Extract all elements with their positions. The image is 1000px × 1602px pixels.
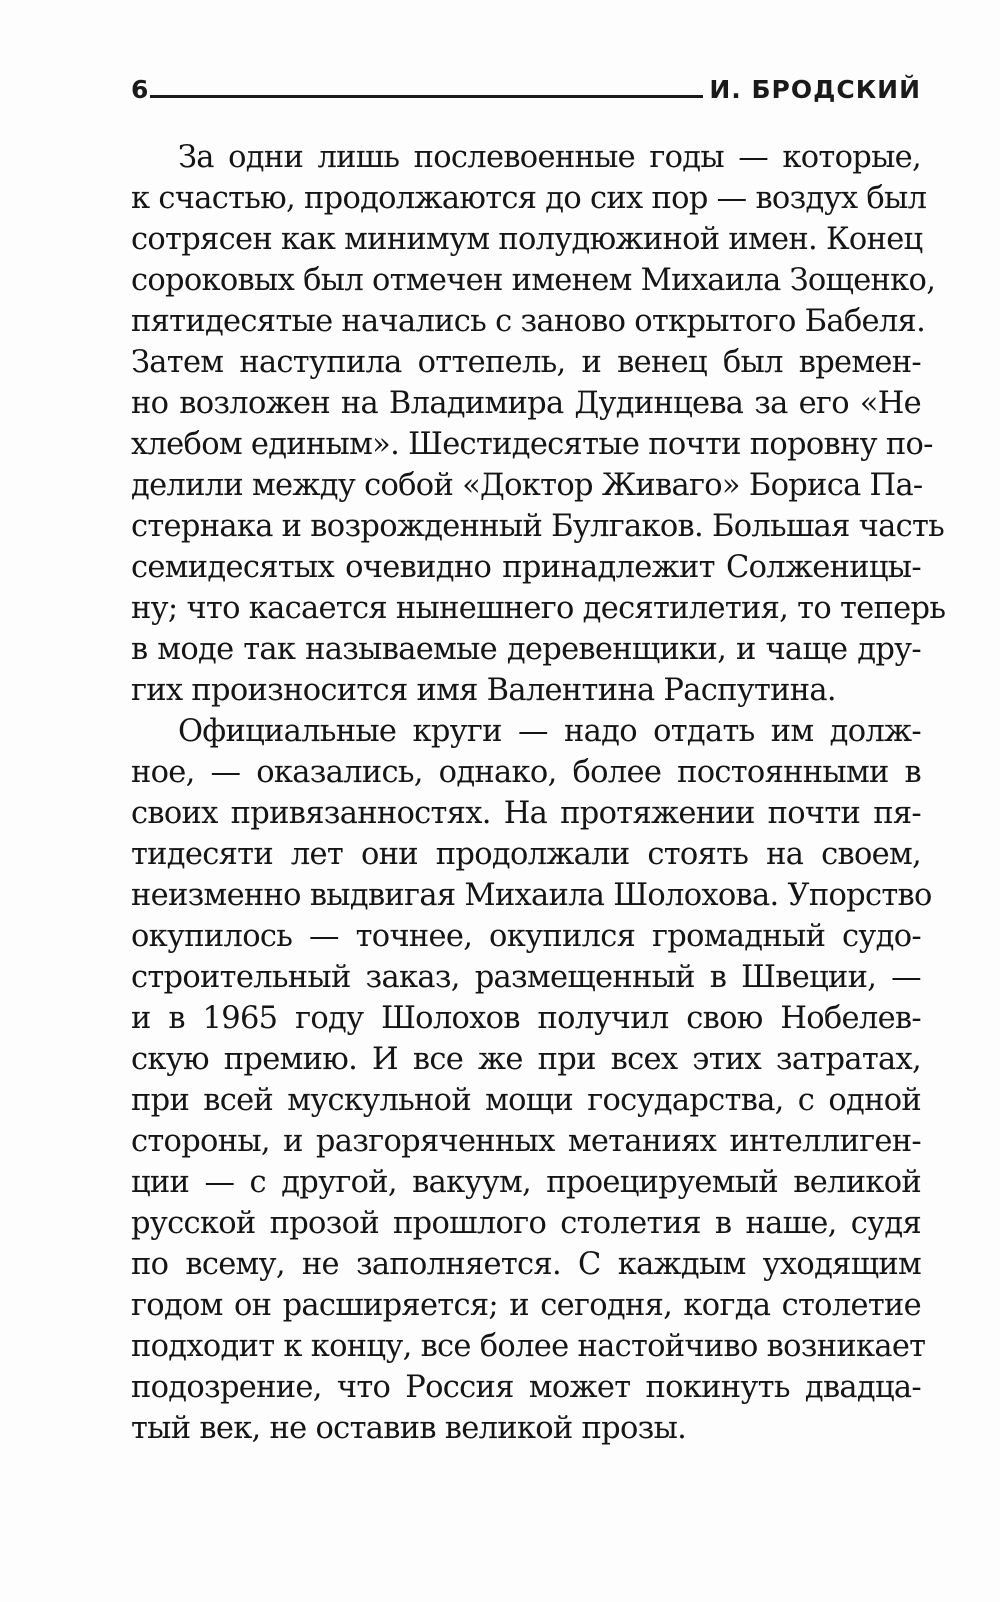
text-line: За одни лишь послевоенные годы — которые, — [178, 140, 921, 175]
text-line: ное, — оказались, однако, более постоянными в — [131, 755, 921, 790]
text-line: семидесятых очевидно принадлежит Солженицы- — [131, 550, 921, 585]
page-number: 6 — [131, 75, 149, 104]
text-line: Затем наступила оттепель, и венец был времен- — [131, 345, 921, 380]
text-line: неизменно выдвигая Михаила Шолохова. Упорство — [131, 878, 932, 913]
text-line: тый век, не оставив великой прозы. — [131, 1411, 687, 1446]
text-line: но возложен на Владимира Дудинцева за его «Не — [131, 386, 921, 421]
text-line: подозрение, что Россия может покинуть двадца- — [131, 1370, 921, 1405]
text-line: и в 1965 году Шолохов получил свою Нобелев- — [131, 1001, 921, 1036]
text-line: скую премию. И все же при всех этих затратах, — [131, 1042, 921, 1077]
text-line: к счастью, продолжаются до сих пор — воздух был — [131, 181, 927, 216]
text-line: ции — с другой, вакуум, проецируемый великой — [131, 1165, 921, 1200]
text-line: Официальные круги — надо отдать им долж- — [178, 714, 921, 749]
text-line: стороны, и разгоряченных метаниях интеллиген- — [131, 1124, 921, 1159]
running-head-author: И. БРОДСКИЙ — [709, 75, 921, 104]
text-line: подходит к концу, все более настойчиво возникает — [131, 1329, 926, 1364]
paragraph-2 — [131, 711, 932, 1449]
text-line: ну; что касается нынешнего десятилетия, то теперь — [131, 591, 946, 626]
text-line: сороковых был отмечен именем Михаила Зощенко, — [131, 263, 936, 298]
text-line: делили между собой «Доктор Живаго» Бориса Па- — [131, 468, 923, 503]
header-rule — [150, 95, 703, 98]
text-line: русской прозой прошлого столетия в наше, судя — [131, 1206, 921, 1241]
text-line: в моде так называемые деревенщики, и чаще дру- — [131, 632, 921, 667]
text-line: по всему, не заполняется. С каждым уходящим — [131, 1247, 921, 1282]
text-line: пятидесятые начались с заново открытого Бабеля. — [131, 304, 926, 339]
text-line: хлебом единым». Шестидесятые почти поровну по- — [131, 427, 933, 462]
running-head — [131, 62, 921, 102]
text-line: гих произносится имя Валентина Распутина. — [131, 673, 836, 708]
text-line: годом он расширяется; и сегодня, когда столетие — [131, 1288, 921, 1323]
text-line: своих привязанностях. На протяжении почти пя- — [131, 796, 921, 831]
text-line: строительный заказ, размещенный в Швеции, — — [131, 960, 921, 995]
text-line: стернака и возрожденный Булгаков. Большая часть — [131, 509, 945, 544]
text-line: тидесяти лет они продолжали стоять на своем, — [131, 837, 921, 872]
body-text — [131, 137, 946, 1449]
text-line: при всей мускульной мощи государства, с одной — [131, 1083, 921, 1118]
text-line: окупилось — точнее, окупился громадный судо- — [131, 919, 921, 954]
paragraph-1 — [131, 137, 946, 711]
text-line: сотрясен как минимум полудюжиной имен. Конец — [131, 222, 923, 257]
